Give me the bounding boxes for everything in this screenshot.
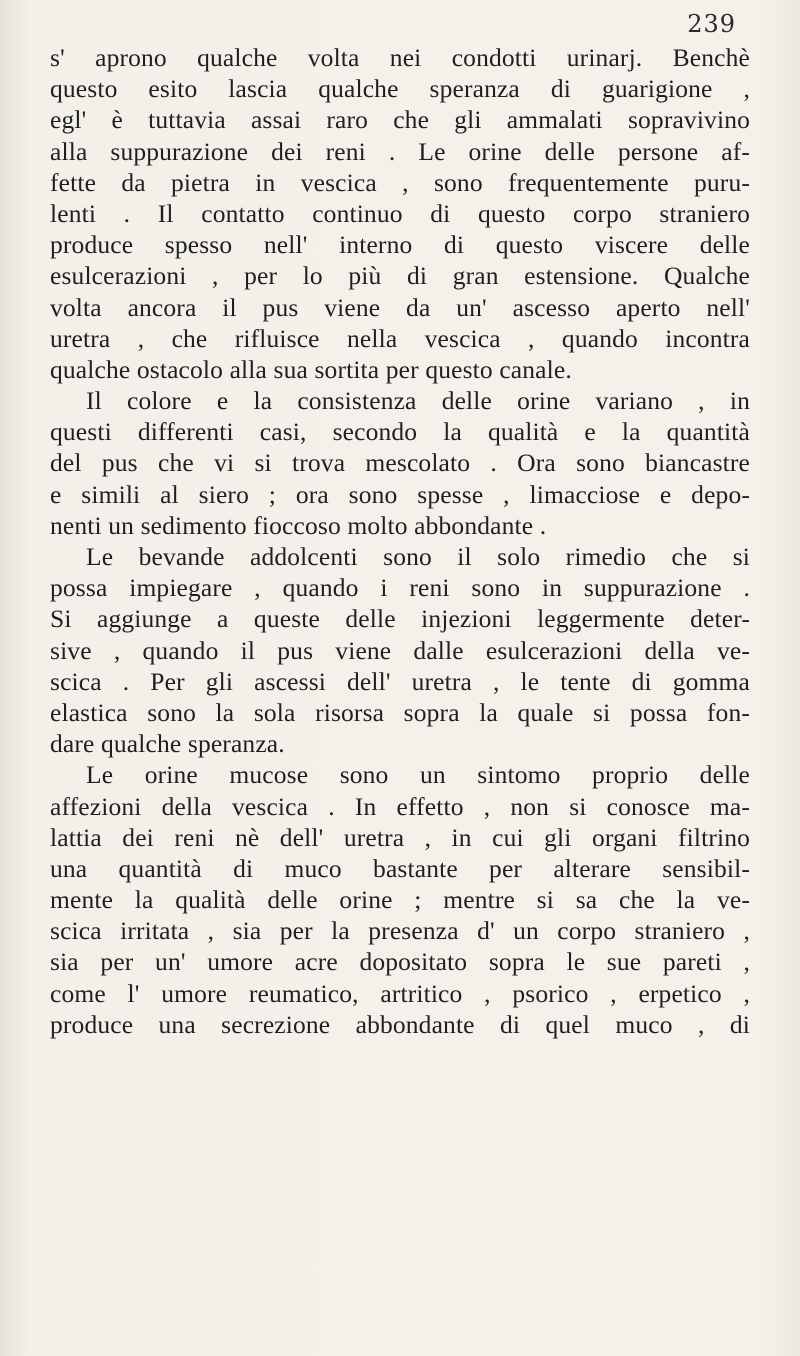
text-line: questi differenti casi, secondo la qualità e la quantità <box>50 417 750 447</box>
text-line: Le bevande addolcenti sono il solo rimedio che si <box>86 542 750 571</box>
text-line: Le orine mucose sono un sintomo proprio delle <box>86 760 750 790</box>
text-line: come l' umore reumatico, artritico , psorico , erpetico , <box>50 978 750 1008</box>
text-line: Si aggiunge a queste delle injezioni leggermente deter- <box>50 604 750 634</box>
text-line: dare qualche speranza. <box>50 729 285 759</box>
text-line: produce spesso nell' interno di questo viscere delle <box>50 230 750 260</box>
text-line: una quantità di muco bastante per alterare sensibil- <box>50 853 750 883</box>
text-line: sive , quando il pus viene dalle esulcerazioni della ve- <box>50 635 750 665</box>
text-line: lenti . Il contatto continuo di questo corpo straniero <box>50 198 750 228</box>
text-line: sia per un' umore acre dopositato sopra le sue pareti , <box>50 947 750 977</box>
text-line: e simili al siero ; ora sono spesse , limacciose e depo- <box>50 479 750 509</box>
text-line: fette da pietra in vescica , sono frequentemente puru- <box>50 167 750 197</box>
text-line: egl' è tuttavia assai raro che gli ammalati sopravivino <box>50 105 750 135</box>
text-line: affezioni della vescica . In effetto , non si conosce ma- <box>50 791 750 821</box>
text-line: elastica sono la sola risorsa sopra la quale si possa fon- <box>50 697 750 727</box>
text-line: questo esito lascia qualche speranza di guarigione , <box>50 74 750 104</box>
text-line: lattia dei reni nè dell' uretra , in cui gli organi filtrino <box>50 822 750 852</box>
text-line: scica irritata , sia per la presenza d' un corpo straniero , <box>50 916 750 946</box>
text-line: alla suppurazione dei reni . Le orine delle persone af- <box>50 136 750 166</box>
text-line: scica . Per gli ascessi dell' uretra , le tente di gomma <box>50 666 750 696</box>
text-line: mente la qualità delle orine ; mentre si sa che la ve- <box>50 885 750 915</box>
text-line: esulcerazioni , per lo più di gran estensione. Qualche <box>50 261 750 291</box>
text-line: s' aprono qualche volta nei condotti urinarj. Benchè <box>50 43 750 72</box>
text-line: Il colore e la consistenza delle orine variano , in <box>86 386 750 416</box>
body-text <box>50 42 750 1040</box>
text-line: del pus che vi si trova mescolato . Ora sono biancastre <box>50 448 750 478</box>
page-number: 239 <box>687 10 736 38</box>
text-line: nenti un sedimento fioccoso molto abbondante . <box>50 510 547 540</box>
text-line: uretra , che rifluisce nella vescica , quando incontra <box>50 323 750 353</box>
text-line: volta ancora il pus viene da un' ascesso aperto nell' <box>50 292 750 322</box>
text-line: produce una secrezione abbondante di quel muco , di <box>50 1009 750 1039</box>
text-line: possa impiegare , quando i reni sono in suppurazione . <box>50 573 750 603</box>
text-line: qualche ostacolo alla sua sortita per questo canale. <box>50 354 572 384</box>
